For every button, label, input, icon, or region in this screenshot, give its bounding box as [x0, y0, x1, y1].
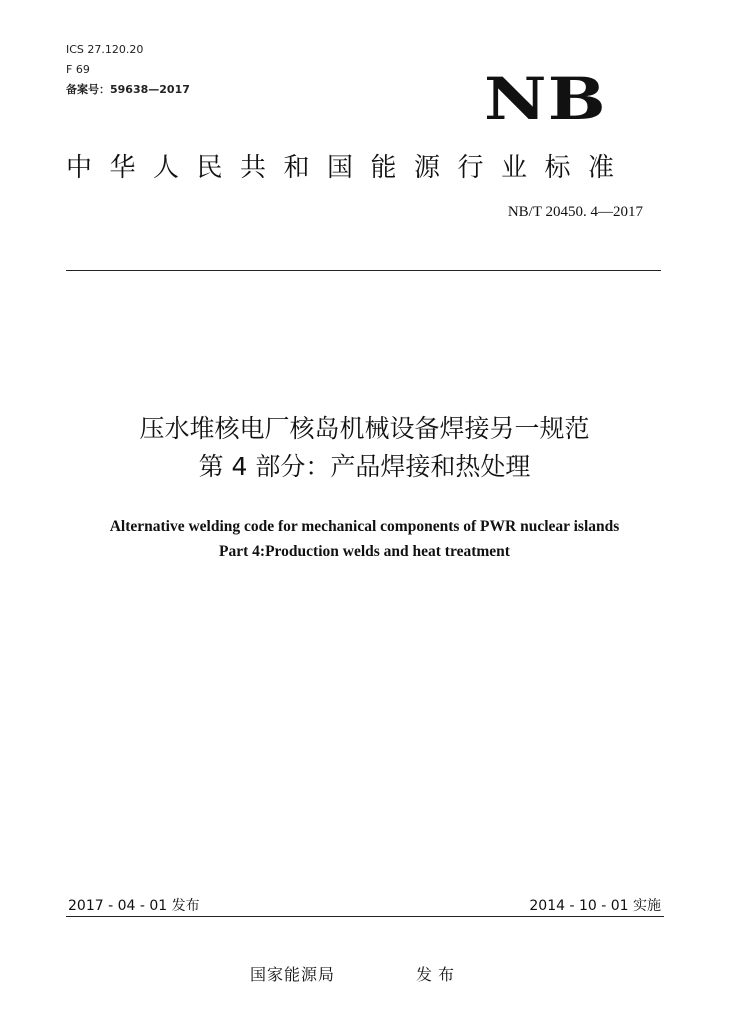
english-title-line-1: Alternative welding code for mechanical components of PWR nuclear islands [109, 518, 620, 535]
ccs-code: F 69 [66, 63, 90, 76]
standard-number: NB/T 20450. 4—2017 [507, 204, 643, 220]
ics-code: ICS 27.120.20 [66, 43, 144, 56]
standard-category-title: 中华人民共和国能源行业标准 [66, 153, 632, 183]
top-divider [66, 270, 661, 271]
record-number: 备案号：59638—2017 [66, 83, 190, 96]
issue-date: 2017 - 04 - 01 发布 [68, 898, 200, 914]
issuer-name: 国家能源局 [250, 965, 336, 984]
issuer-action: 发布 [416, 965, 461, 984]
bottom-divider [66, 916, 664, 917]
chinese-title-line-1: 压水堆核电厂核岛机械设备焊接另一规范 [139, 414, 590, 443]
chinese-title-line-2: 第 4 部分：产品焊接和热处理 [198, 452, 531, 481]
implementation-date: 2014 - 10 - 01 实施 [529, 898, 661, 914]
nb-logo: NB [484, 65, 607, 133]
english-title-line-2: Part 4:Production welds and heat treatment [219, 543, 510, 560]
